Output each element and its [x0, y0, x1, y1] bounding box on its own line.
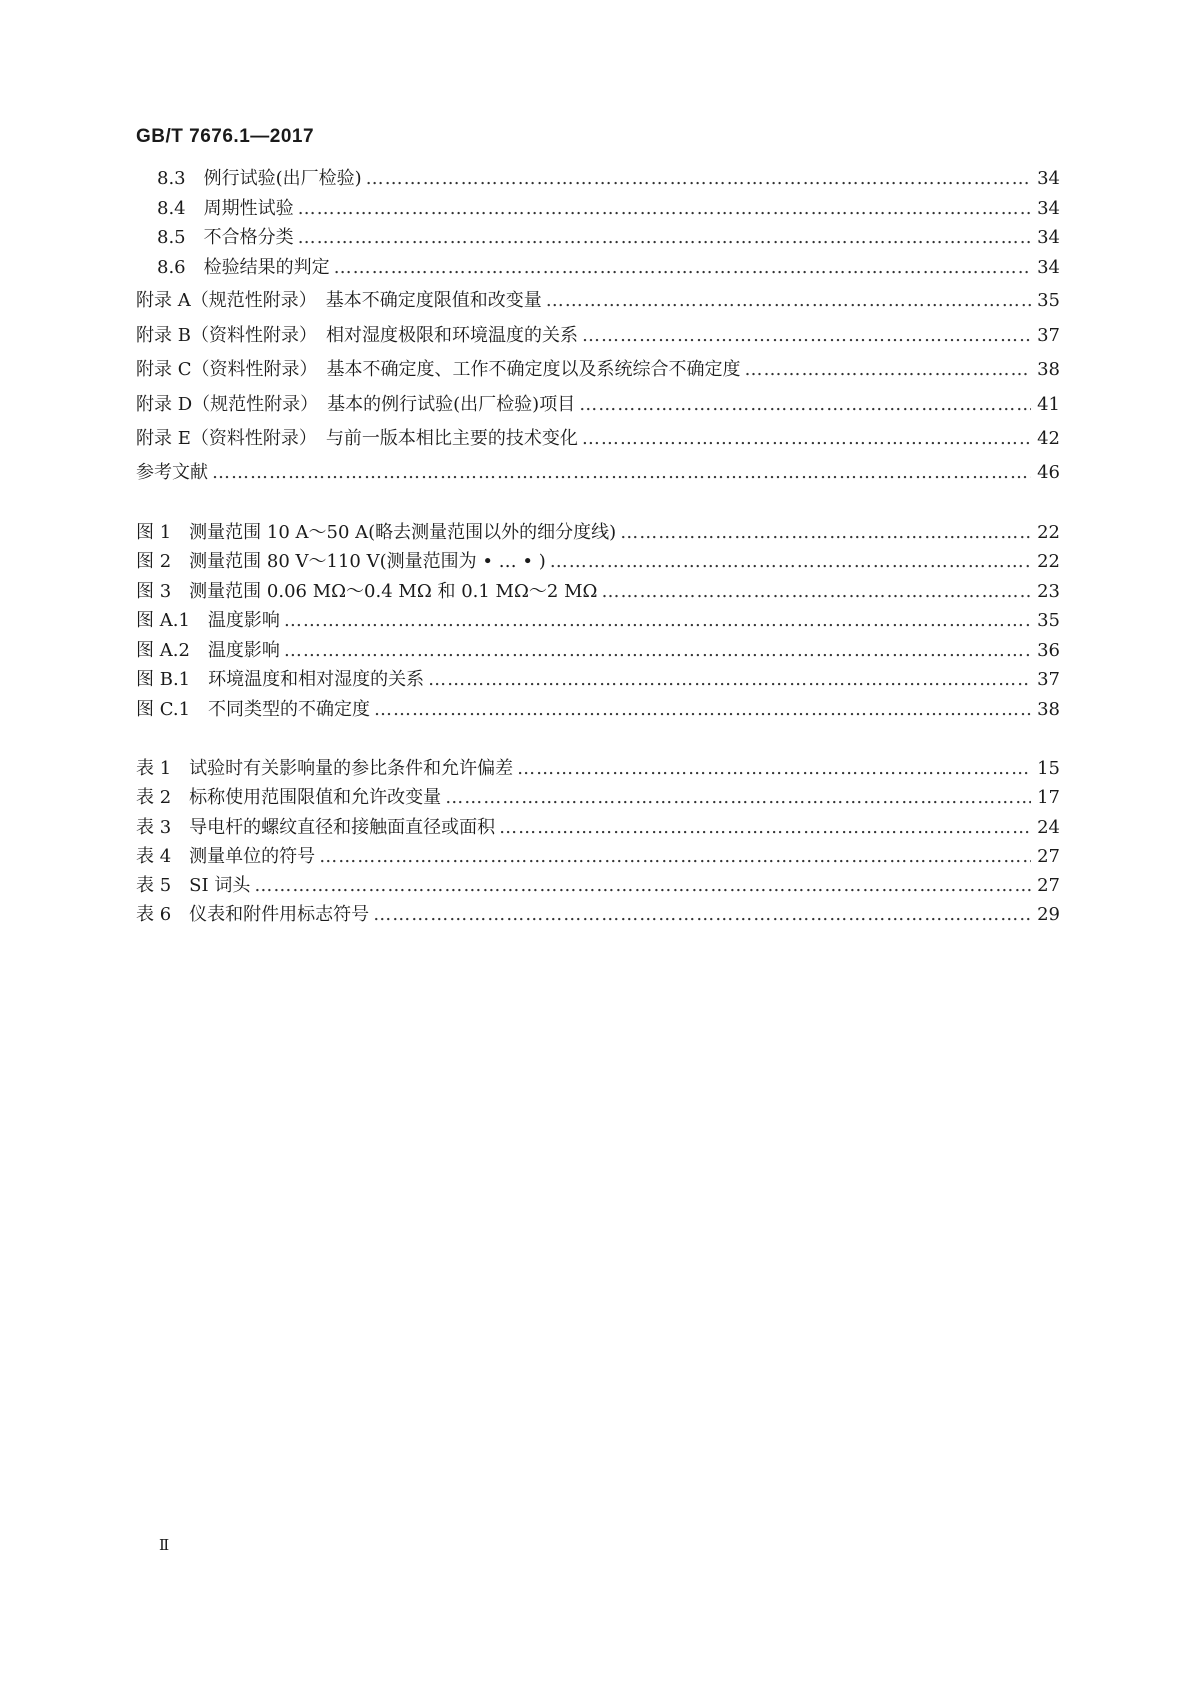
page-number: Ⅱ — [159, 1536, 170, 1554]
toc-leader — [428, 667, 1031, 693]
toc-entry[interactable] — [136, 460, 1060, 486]
toc-table-entry[interactable] — [136, 844, 1060, 870]
toc-entry-page: 15 — [1037, 758, 1060, 779]
toc-leader — [373, 902, 1031, 928]
toc-leader — [582, 323, 1031, 349]
toc-entry-title: 8.4 周期性试验 — [157, 198, 294, 219]
toc-entry-title: 图 1 测量范围 10 A～50 A(略去测量范围以外的细分度线) — [136, 522, 617, 543]
toc-figure-entry[interactable] — [136, 638, 1060, 664]
toc-entry[interactable] — [136, 323, 1060, 349]
toc-leader — [212, 460, 1031, 486]
toc-entry-title: 图 3 测量范围 0.06 MΩ～0.4 MΩ 和 0.1 MΩ～2 MΩ — [136, 581, 598, 602]
toc-entry-page: 34 — [1037, 198, 1060, 219]
toc-entry-title: 表 1 试验时有关影响量的参比条件和允许偏差 — [136, 758, 514, 779]
toc-entry-title: 表 4 测量单位的符号 — [136, 846, 316, 867]
toc-leader — [620, 520, 1031, 546]
toc-entry-page: 36 — [1037, 640, 1060, 661]
toc-entry[interactable] — [136, 392, 1060, 418]
toc-leader — [550, 549, 1031, 575]
toc-table-entry[interactable] — [136, 873, 1060, 899]
toc-entry-title: 表 5 SI 词头 — [136, 875, 251, 896]
toc-leader — [601, 579, 1031, 605]
toc-entry-title: 附录 B（资料性附录） 相对湿度极限和环境温度的关系 — [136, 325, 578, 346]
toc-entry-title: 附录 A（规范性附录） 基本不确定度限值和改变量 — [136, 290, 542, 311]
toc-entry-page: 22 — [1037, 551, 1060, 572]
toc-table-entry[interactable] — [136, 756, 1060, 782]
toc-entry-title: 图 B.1 环境温度和相对湿度的关系 — [136, 669, 425, 690]
toc-leader — [298, 225, 1031, 251]
toc-entry[interactable] — [136, 357, 1060, 383]
toc-figure-entry[interactable] — [136, 579, 1060, 605]
toc-entry-title: 8.5 不合格分类 — [157, 227, 294, 248]
toc-leader — [319, 844, 1031, 870]
toc-entry-page: 22 — [1037, 522, 1060, 543]
toc-entry-page: 27 — [1037, 846, 1060, 867]
toc-entry-page: 27 — [1037, 875, 1060, 896]
toc-leader — [499, 815, 1031, 841]
toc-entry-title: 8.3 例行试验(出厂检验) — [157, 168, 362, 189]
toc-leader — [284, 608, 1031, 634]
toc-table-entry[interactable] — [136, 815, 1060, 841]
toc-leader — [582, 426, 1031, 452]
toc-leader — [445, 785, 1031, 811]
toc-figure-entry[interactable] — [136, 608, 1060, 634]
toc-entry[interactable] — [136, 225, 1060, 251]
toc-entry-page: 41 — [1037, 394, 1060, 415]
toc-entry-title: 参考文献 — [136, 462, 208, 483]
toc-entry[interactable] — [136, 196, 1060, 222]
toc-entry-page: 37 — [1037, 669, 1060, 690]
toc-leader — [298, 196, 1031, 222]
toc-figure-entry[interactable] — [136, 549, 1060, 575]
toc-leader — [284, 638, 1031, 664]
toc-entry[interactable] — [136, 288, 1060, 314]
toc-entry-page: 35 — [1037, 290, 1060, 311]
toc-entry[interactable] — [136, 426, 1060, 452]
toc-entry[interactable] — [136, 166, 1060, 192]
toc-entry-page: 34 — [1037, 257, 1060, 278]
toc-entry-title: 附录 E（资料性附录） 与前一版本相比主要的技术变化 — [136, 428, 578, 449]
toc-entry-page: 37 — [1037, 325, 1060, 346]
toc-entry-page: 34 — [1037, 227, 1060, 248]
toc-figure-entry[interactable] — [136, 697, 1060, 723]
toc-entry-title: 附录 C（资料性附录） 基本不确定度、工作不确定度以及系统综合不确定度 — [136, 359, 741, 380]
toc-leader — [374, 697, 1031, 723]
toc-table-entry[interactable] — [136, 785, 1060, 811]
toc-entry-page: 42 — [1037, 428, 1060, 449]
toc-entry-title: 图 C.1 不同类型的不确定度 — [136, 699, 371, 720]
toc-entry-page: 38 — [1037, 699, 1060, 720]
toc-entry-page: 24 — [1037, 817, 1060, 838]
toc-entry-title: 图 A.2 温度影响 — [136, 640, 280, 661]
toc-entry-page: 38 — [1037, 359, 1060, 380]
toc-leader — [334, 255, 1031, 281]
toc-table-entry[interactable] — [136, 902, 1060, 928]
toc-entry-title: 8.6 检验结果的判定 — [157, 257, 330, 278]
toc-entry-page: 23 — [1037, 581, 1060, 602]
toc-entry-title: 表 6 仪表和附件用标志符号 — [136, 904, 370, 925]
toc-leader — [366, 166, 1031, 192]
toc-leader — [546, 288, 1031, 314]
toc-figure-entry[interactable] — [136, 667, 1060, 693]
toc-entry-page: 17 — [1037, 787, 1060, 808]
toc-entry-title: 图 2 测量范围 80 V～110 V(测量范围为 • … • ) — [136, 551, 546, 572]
toc-entry-page: 29 — [1037, 904, 1060, 925]
toc-figure-entry[interactable] — [136, 520, 1060, 546]
toc-entry-page: 35 — [1037, 610, 1060, 631]
toc-leader — [517, 756, 1031, 782]
toc-leader — [254, 873, 1031, 899]
standard-code: GB/T 7676.1—2017 — [136, 126, 315, 147]
toc-entry-page: 46 — [1037, 462, 1060, 483]
toc-entry-title: 表 2 标称使用范围限值和允许改变量 — [136, 787, 442, 808]
toc-entry-title: 附录 D（规范性附录） 基本的例行试验(出厂检验)项目 — [136, 394, 576, 415]
toc-entry-title: 表 3 导电杆的螺纹直径和接触面直径或面积 — [136, 817, 496, 838]
toc-entry[interactable] — [136, 255, 1060, 281]
toc-leader — [745, 357, 1032, 383]
toc-entry-title: 图 A.1 温度影响 — [136, 610, 280, 631]
toc-leader — [579, 392, 1031, 418]
toc-entry-page: 34 — [1037, 168, 1060, 189]
